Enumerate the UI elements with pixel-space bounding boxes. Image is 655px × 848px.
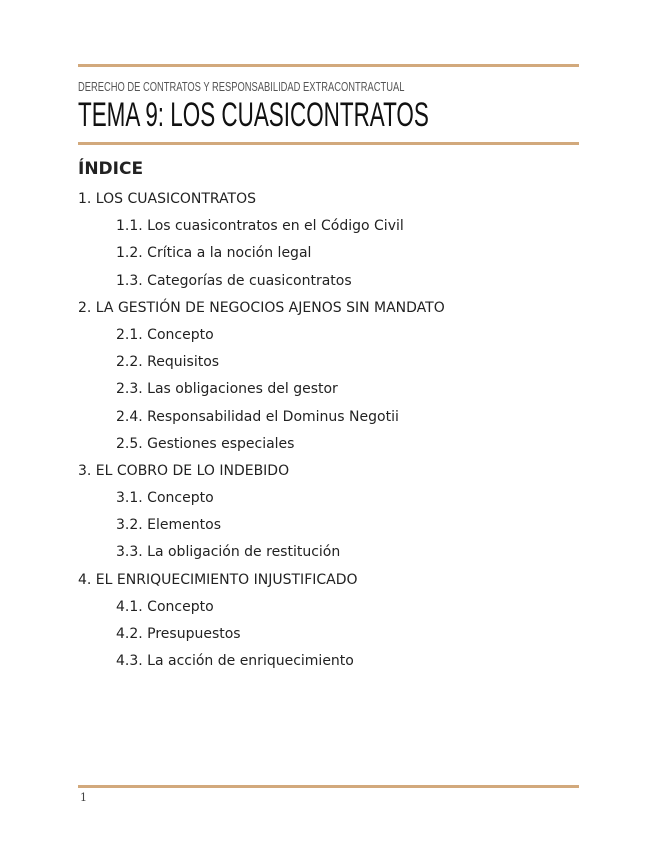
page-title: TEMA 9: LOS CUASICONTRATOS: [78, 96, 429, 134]
toc-subsection-item: 4.1. Concepto: [116, 598, 214, 615]
toc-subsection-item: 4.3. La acción de enriquecimiento: [116, 653, 354, 670]
toc-subsection-item: 4.2. Presupuestos: [116, 626, 241, 642]
toc-section-item: 3. EL COBRO DE LO INDEBIDO: [78, 462, 290, 479]
header-bottom-rule: [78, 142, 579, 145]
toc-subsection-item: 2.5. Gestiones especiales: [116, 435, 295, 452]
page-number: 1: [80, 791, 87, 804]
toc-subsection-item: 1.1. Los cuasicontratos en el Código Civil: [116, 218, 404, 235]
toc-subsection-item: 1.2. Crítica a la noción legal: [116, 245, 312, 262]
toc-section-item: 4. EL ENRIQUECIMIENTO INJUSTIFICADO: [78, 571, 358, 588]
toc-subsection-item: 3.3. La obligación de restitución: [116, 544, 341, 561]
table-of-contents: [78, 189, 445, 678]
header-top-rule: [78, 64, 579, 67]
toc-subsection-item: 2.3. Las obligaciones del gestor: [116, 381, 338, 398]
toc-subsection-item: 2.2. Requisitos: [116, 354, 220, 371]
toc-section-item: 2. LA GESTIÓN DE NEGOCIOS AJENOS SIN MANDATO: [78, 299, 445, 316]
index-heading: ÍNDICE: [78, 159, 144, 179]
toc-subsection-item: 2.1. Concepto: [116, 326, 214, 343]
toc-subsection-item: 1.3. Categorías de cuasicontratos: [116, 272, 352, 289]
toc-subsection-item: 2.4. Responsabilidad el Dominus Negotii: [116, 408, 399, 425]
toc-section-item: 1. LOS CUASICONTRATOS: [78, 191, 257, 207]
toc-subsection-item: 3.2. Elementos: [116, 517, 221, 534]
course-subject: DERECHO DE CONTRATOS Y RESPONSABILIDAD EXTRACONTRACTUAL: [78, 79, 405, 94]
footer-rule: [78, 785, 579, 788]
toc-subsection-item: 3.1. Concepto: [116, 490, 214, 507]
